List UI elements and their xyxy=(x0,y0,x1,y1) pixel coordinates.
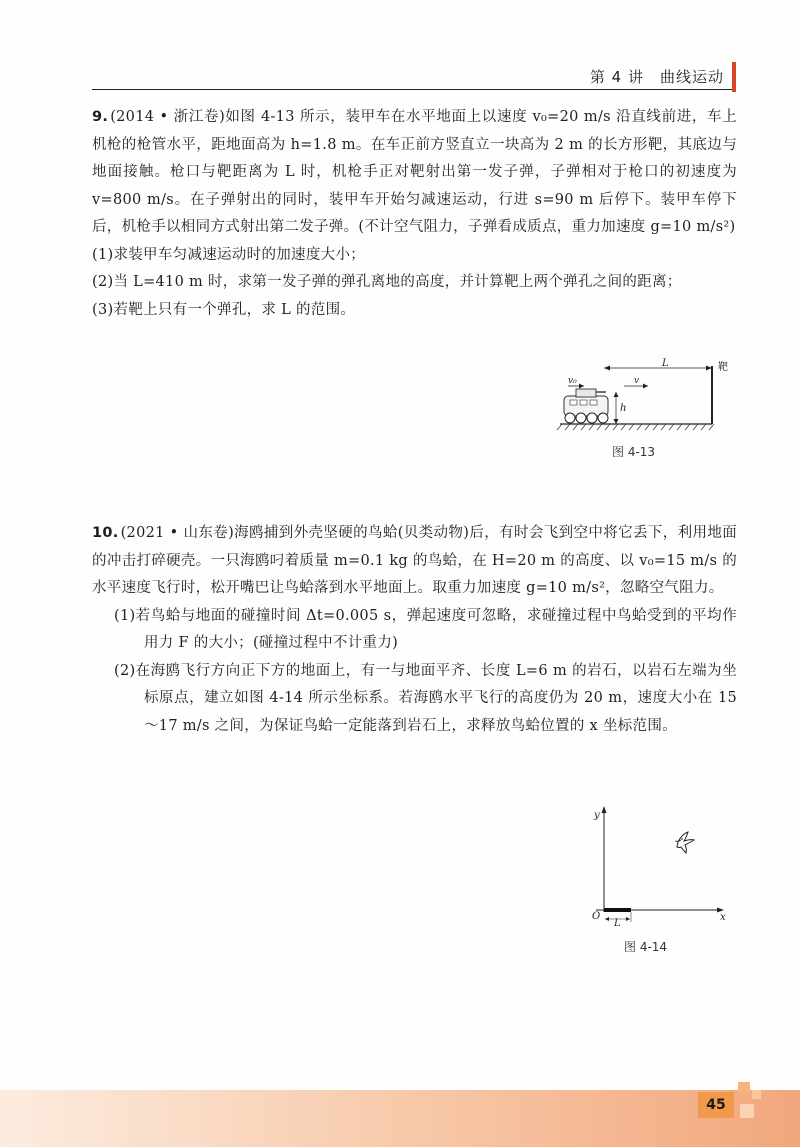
height-h-label: h xyxy=(620,403,627,414)
problem-10 xyxy=(92,520,737,740)
problem-9-question-2: (2)当 L=410 m 时，求第一发子弹的弹孔离地的高度，并计算靶上两个弹孔之间的距离； xyxy=(92,274,682,290)
tank-icon xyxy=(564,389,608,423)
x-axis-label: x xyxy=(720,912,726,923)
target-label: 靶 xyxy=(718,362,728,373)
footer-decoration-square xyxy=(738,1082,750,1094)
figure-4-13-caption: 图 4-13 xyxy=(612,445,656,459)
problem-9-stem xyxy=(92,104,737,242)
velocity-v-label: v xyxy=(634,376,640,386)
problem-10-number: 10. xyxy=(92,525,119,541)
problem-9-question-3: (3)若靶上只有一个弹孔，求 L 的范围。 xyxy=(92,301,356,318)
header-rule xyxy=(92,89,732,90)
y-axis-label: y xyxy=(594,810,600,821)
problem-9-question-1: (1)求装甲车匀减速运动时的加速度大小； xyxy=(92,246,366,263)
chapter-header-title: 第 4 讲 曲线运动 xyxy=(589,68,724,86)
footer-decoration-square xyxy=(752,1090,761,1099)
problem-10-question-1: (1)若鸟蛤与地面的碰撞时间 Δt=0.005 s，弹起速度可忽略，求碰撞过程中鸟蛤受到的平均作用力 F 的大小；(碰撞过程中不计重力) xyxy=(114,607,737,651)
page-number: 45 xyxy=(698,1092,734,1118)
figure-4-14-caption: 图 4-14 xyxy=(624,940,668,954)
rock-length-L-label: L xyxy=(614,918,621,929)
problem-10-stem xyxy=(92,520,737,603)
rock-segment xyxy=(604,908,631,912)
header-accent-bar xyxy=(732,62,736,92)
problem-9-text: (2014 • 浙江卷)如图 4-13 所示，装甲车在水平地面上以速度 v₀=20 m/s 沿直线前进，车上机枪的枪管水平，距地面高为 h=1.8 m。在车正前方竖直立一块高为 2 m 的长方形靶，其底边与地面接触。枪口与靶距离为 L 时，机枪手正对靶射出第一发子弹，子弹相对于枪口的初速度为 v=800 m/s。在子弹射出的同时，装甲车开始匀减速运动，行进 s=90 m 后停下。装甲车停下后，机枪手以相同方式射出第二发子弹。(不计空气阻力，子弹看成质点，重力加速度 g=10 m/s²) xyxy=(92,109,737,235)
origin-label: O xyxy=(592,911,601,922)
problem-9-number: 9. xyxy=(92,109,109,125)
footer-decoration-square xyxy=(740,1104,754,1118)
problem-10-question-2: (2)在海鸥飞行方向正下方的地面上，有一与地面平齐、长度 L=6 m 的岩石，以岩石左端为坐标原点，建立如图 4-14 所示坐标系。若海鸥水平飞行的高度仍为 20 m，速度大小在 15～17 m/s 之间，为保证鸟蛤一定能落到岩石上，求释放鸟蛤位置的 x 坐标范围。 xyxy=(114,662,737,734)
velocity-v0-label: v₀ xyxy=(568,376,577,386)
problem-9 xyxy=(92,104,737,324)
seagull-icon xyxy=(675,832,694,853)
figure-4-13 xyxy=(554,356,744,436)
distance-L-label: L xyxy=(662,358,669,369)
footer-band xyxy=(0,1090,800,1147)
problem-10-text: (2021 • 山东卷)海鸥捕到外壳坚硬的鸟蛤(贝类动物)后，有时会飞到空中将它丢下，利用地面的冲击打碎硬壳。一只海鸥叼着质量 m=0.1 kg 的鸟蛤，在 H=20 m 的高度、以 v₀=15 m/s 的水平速度飞行时，松开嘴巴让鸟蛤落到水平地面上。取重力加速度 g=10 m/s²，忽略空气阻力。 xyxy=(92,525,737,596)
figure-4-14 xyxy=(578,802,738,932)
